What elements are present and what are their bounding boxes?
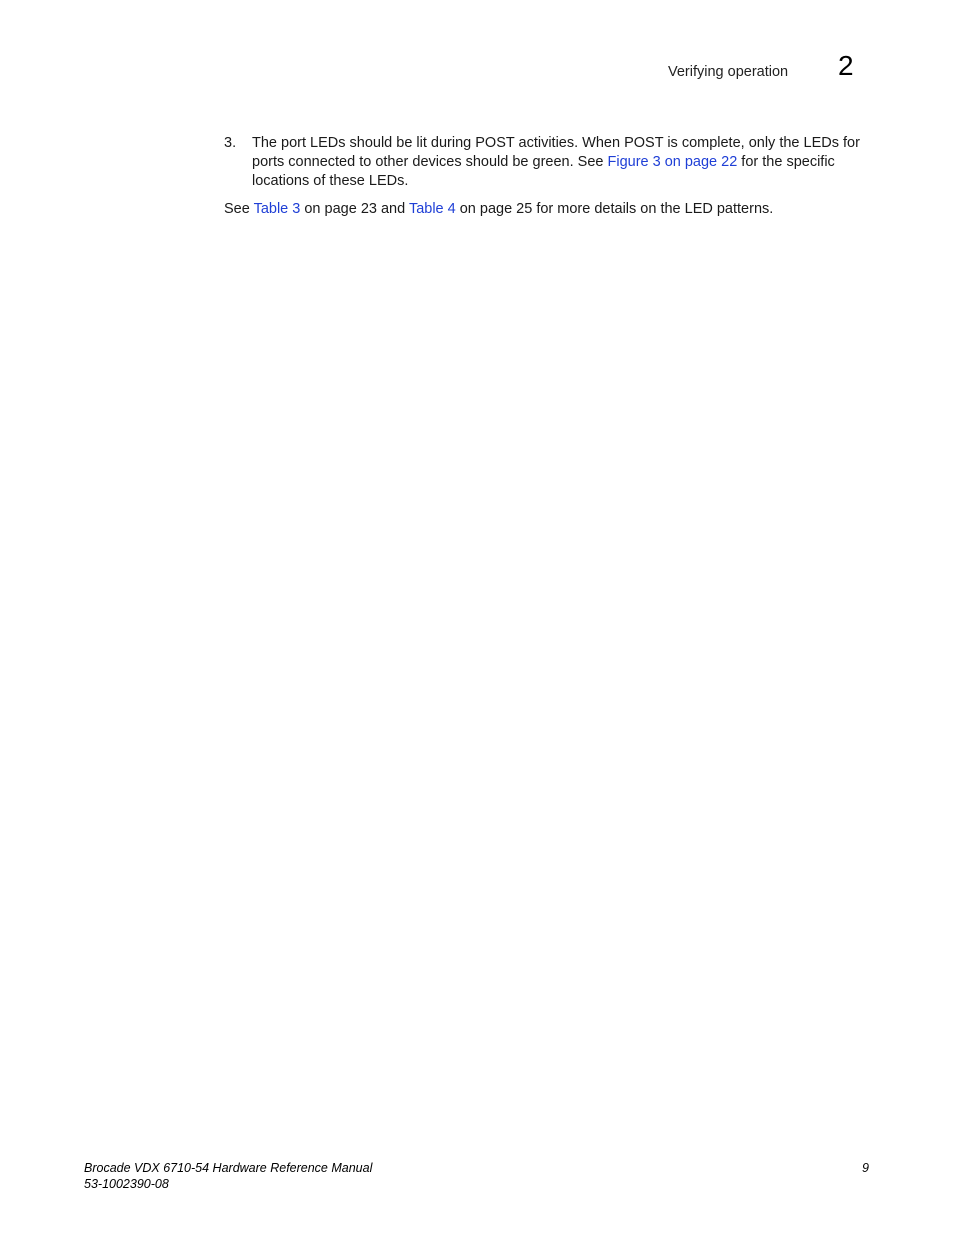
table-4-link[interactable]: Table 4	[408, 201, 456, 217]
section-title: Verifying operation	[668, 64, 789, 80]
see-text-part: on page 25 for more details on the LED patterns.	[455, 201, 774, 217]
figure-link[interactable]: Figure 3 on page 22	[607, 154, 738, 170]
procedure-step	[224, 134, 864, 191]
table-3-link[interactable]: Table 3	[253, 201, 301, 217]
chapter-number: 2	[838, 50, 854, 81]
manual-title: Brocade VDX 6710-54 Hardware Reference Manual	[84, 1161, 373, 1175]
see-text-part: See	[224, 201, 254, 217]
see-text-part: on page 23 and	[300, 201, 409, 217]
step-number: 3.	[224, 135, 237, 151]
document-number: 53-1002390-08	[84, 1177, 169, 1191]
page-number: 9	[862, 1161, 869, 1175]
step-text-part: The port LEDs should be lit during POST activities. When POST is complete, only the LEDs for ports connected to other devices should be green. See	[252, 135, 860, 170]
see-also-paragraph	[224, 200, 864, 219]
step-text	[252, 134, 864, 191]
step-text-part: for the specific locations of these LEDs.	[252, 154, 835, 189]
